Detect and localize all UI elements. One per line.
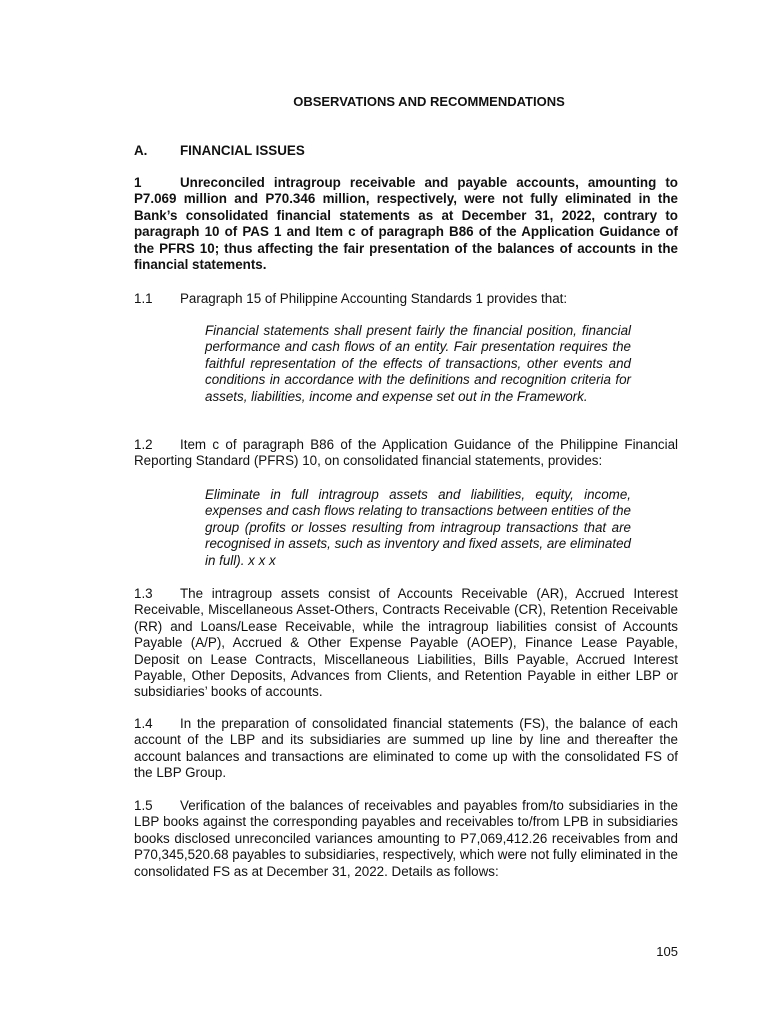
section-title: FINANCIAL ISSUES (180, 143, 305, 158)
section-number: A. (134, 143, 148, 158)
paragraph-1-1 (134, 291, 678, 307)
paragraph-text: The intragroup assets consist of Accounts Receivable (AR), Accrued Interest Receivable, Miscellaneous Asset-Others, Contracts Receivable (CR), Retention Receivable (RR) and Loans/Lease Receivable, while the intragroup liabilities consist of Accounts Payable (A/P), Accrued & Other Expense Payable (AOEP), Finance Lease Payable, Deposit on Lease Contracts, Miscellaneous Liabilities, Bills Payable, Accrued Interest Payable, Other Deposits, Advances from Clients, and Retention Payable in either LBP or subsidiaries’ books of accounts. (134, 586, 678, 700)
finding-text: Unreconciled intragroup receivable and payable accounts, amounting to P7.069 million and P70.346 million, respectively, were not fully eliminated in the Bank’s consolidated financial statements as at December 31, 2022, contrary to paragraph 10 of PAS 1 and Item c of paragraph B86 of the Application Guidance of the PFRS 10; thus affecting the fair presentation of the balances of accounts in the financial statements. (134, 175, 678, 273)
page-title: OBSERVATIONS AND RECOMMENDATIONS (293, 94, 565, 109)
section-heading (134, 143, 305, 159)
paragraph-number: 1.1 (134, 291, 153, 306)
paragraph-text: Item c of paragraph B86 of the Application Guidance of the Philippine Financial Reporting Standard (PFRS) 10, on consolidated financial statements, provides: (134, 437, 678, 469)
paragraph-number: 1.5 (134, 798, 153, 813)
quote-pas1: Financial statements shall present fairly the financial position, financial performance and cash flows of an entity. Fair presentation requires the faithful representation of the effects of transactions, other events and conditions in accordance with the definitions and recognition criteria for assets, liabilities, income and expense set out in the Framework. (205, 323, 631, 404)
paragraph-text: Paragraph 15 of Philippine Accounting Standards 1 provides that: (180, 291, 568, 306)
paragraph-1-4 (134, 716, 678, 782)
paragraph-1-5 (134, 798, 678, 880)
finding-number: 1 (134, 175, 142, 190)
finding-paragraph (134, 175, 678, 273)
paragraph-number: 1.3 (134, 586, 153, 601)
paragraph-1-2 (134, 437, 678, 470)
paragraph-number: 1.4 (134, 716, 153, 731)
paragraph-text: In the preparation of consolidated financial statements (FS), the balance of each account of the LBP and its subsidiaries are summed up line by line and thereafter the account balances and transactions are eliminated to come up with the consolidated FS of the LBP Group. (134, 716, 678, 781)
paragraph-number: 1.2 (134, 437, 153, 452)
page-number: 105 (656, 944, 678, 959)
quote-pfrs10: Eliminate in full intragroup assets and liabilities, equity, income, expenses and cash flows relating to transactions between entities of the group (profits or losses resulting from intragroup transactions that are recognised in assets, such as inventory and fixed assets, are eliminated in full). x x x (205, 487, 631, 568)
paragraph-text: Verification of the balances of receivables and payables from/to subsidiaries in the LBP books against the corresponding payables and receivables to/from LPB in subsidiaries books disclosed unreconciled variances amounting to P7,069,412.26 receivables from and P70,345,520.68 payables to subsidiaries, respectively, which were not fully eliminated in the consolidated FS as at December 31, 2022. Details as follows: (134, 798, 678, 879)
paragraph-1-3 (134, 586, 678, 701)
